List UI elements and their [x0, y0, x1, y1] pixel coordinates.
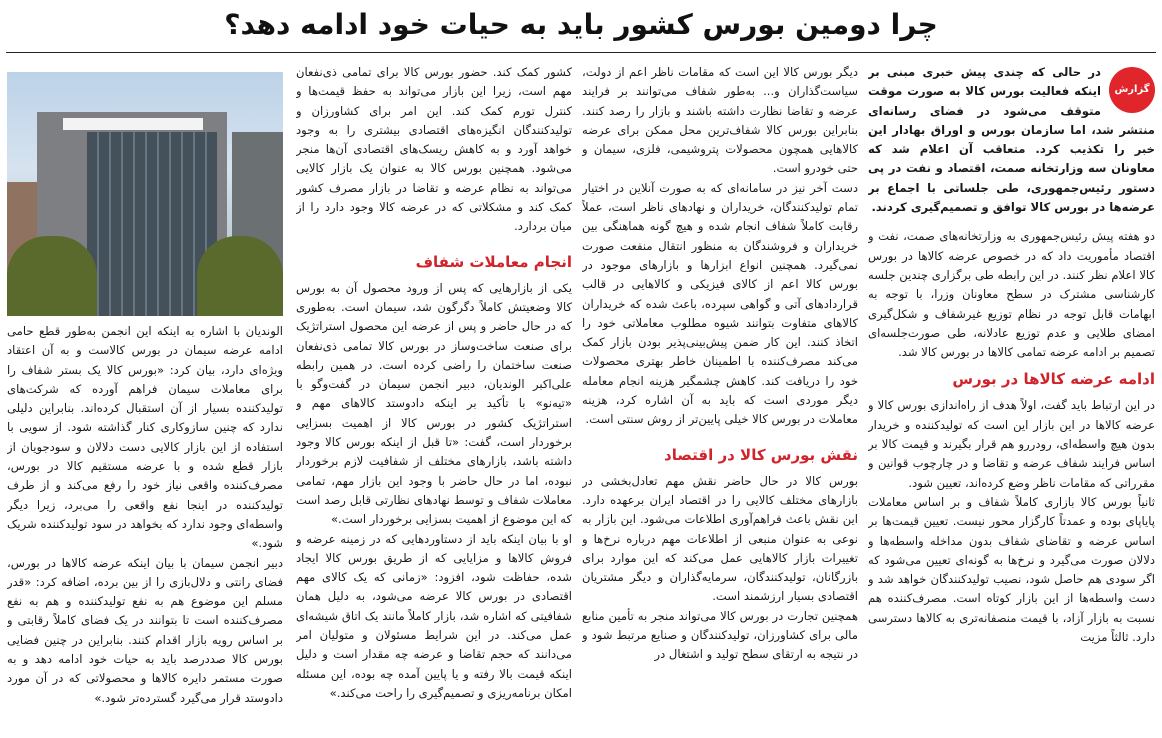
report-badge: گزارش	[1109, 67, 1155, 113]
paragraph: دیگر بورس کالا این است که مقامات ناظر اعم از دولت، سیاست‌گذاران و... به‌طور شفاف می‌توانند بر فرایند عرضه و تقاضا نظارت داشته باشند و بازار را رصد کنند. بنابراین بورس کالا شفاف‌ترین محل ممکن برای عرضه کالاهایی همچون محصولات پتروشیمی، فلزی، سیمان و حتی خودرو است.	[582, 65, 858, 176]
paragraph: کشور کمک کند. حضور بورس کالا برای تمامی ذی‌نفعان مهم است، زیرا این بازار می‌تواند به حفظ قیمت‌ها و کنترل تورم کمک کند. این امر برای کشاورزان و تولیدکنندگان انگیزه‌های اقتصادی بیشتری را به وجود خواهد آورد و به کاهش ریسک‌های اقتصادی آن‌ها منجر می‌شود. همچنین بورس کالا به عنوان یک بازار کالایی می‌تواند به نظام عرضه و تقاضا در بازار مصرف کشور کمک کند و مشکلاتی که در عرضه کالا وجود دارد را از میان بردارد.	[296, 65, 572, 234]
paragraph: بورس کالا در حال حاضر نقش مهم تعادل‌بخشی در بازارهای مختلف کالایی را در اقتصاد ایران برعهده دارد. این نقش باعث فراهم‌آوری اطلاعات می‌شود. این بازار به نوعی به عنوان منبعی از اطلاعات مهم درباره نرخ‌ها و تغییرات بازار کالاهایی عمل می‌کند که این موارد برای بازرگانان، تولیدکنندگان، سرمایه‌گذاران و دیگر مشتریان اقتصادی بسیار ارزشمند است.	[582, 473, 858, 604]
column-2	[582, 63, 858, 735]
paragraph: دست آخر نیز در سامانه‌ای که به صورت آنلاین در اختیار تمام تولیدکنندگان، خریداران و نهادهای ناظر است، عملاً رقابت کاملاً شفاف انجام شده و هیچ گونه هماهنگی بین خریداران و فروشندگان به منظور انتقال منفعت صورت نمی‌گیرد. همچنین انواع ابزارها و بازارهای موجود در بورس کالا اعم از کالای فیزیکی و کالاهایی در قالب قراردادهای آتی و گواهی سپرده، باعث شده که خریداران کالاهای متفاوت بتوانند شیوه مطلوب معاملاتی خود را اتخاذ کنند. این کار ضمن پیش‌بینی‌پذیر بودن بازار کمک می‌کند مصرف‌کننده با اطمینان خاطر بهتری محصولات خود را دریافت کند. کاهش چشمگیر هزینه انجام معامله دیگر موردی است که باید به آن اشاره کرد، هزینه معاملات در بورس کالا خیلی پایین‌تر از روش سنتی است.	[582, 180, 858, 427]
title-rule	[6, 52, 1156, 53]
subheading-continue-supply: ادامه عرضه کالاها در بورس	[952, 370, 1155, 389]
lead-paragraph: در حالی که چندی پیش خبری مبنی بر اینکه فعالیت بورس کالا به صورت موقت متوقف می‌شود در فضای رسانه‌ای منتشر شد، اما سازمان بورس و اوراق بهادار این خبر را تکذیب کرد. متعاقب آن اعلام شد که معاونان سه وزارتخانه صمت، اقتصاد و نفت در پی دستور رئیس‌جمهوری، طی جلساتی با اجماع بر عرضه‌ها در بورس کالا توافق و تصمیم‌گیری کردند.	[868, 65, 1155, 215]
paragraph: الوندیان با اشاره به اینکه این انجمن به‌طور قطع حامی ادامه عرضه سیمان در بورس کالاست و به آن اعتقاد ویژه‌ای دارد، بیان کرد: «بورس کالا یک بستر شفاف را برای معاملات سیمان فراهم آورده که شرکت‌های تولیدکننده بسیار از آن استقبال کرده‌اند. بنابراین دلیلی ندارد که چنین سازوکاری کنار گذاشته شود. از سویی با استفاده از این بازار کالایی دست دلالان و سودجویان از بازار قطع شده و با عرضه مستقیم کالا در بورس، مصرف‌کننده واقعی نیاز خود را رفع می‌کند و از طرف تولیدکننده در اینجا نفع واقعی را می‌برد، زیرا دیگر واسطه‌ای وجود ندارد که بخواهد در سود تولیدکننده شریک شود.»	[7, 324, 283, 551]
column-1	[868, 63, 1155, 735]
building-sign	[63, 118, 203, 130]
tree	[197, 236, 283, 316]
building-photo	[7, 72, 283, 316]
paragraph: ثانیاً بورس کالا بازاری کاملاً شفاف و بر اساس معاملات پایاپای بوده و عمدتاً کارگزار محور نیست. تعیین قیمت‌ها بر اساس عرضه و تقاضای شفاف بدون مداخله واسطه‌ها و دلالان صورت می‌گیرد و نرخ‌ها به گونه‌ای تعیین می‌شود که اگر سودی هم حاصل شود، نصیب تولیدکنندگان خواهد شد و دست واسطه‌ها از این بازار کوتاه است. مصرف‌کننده هم نسبت به بازار آزاد، با قیمت منصفانه‌تری به کالاها دسترسی دارد. ثالثاً مزیت	[868, 494, 1155, 645]
column-3	[296, 63, 572, 735]
headline: چرا دومین بورس کشور باید به حیات خود ادامه دهد؟	[224, 8, 938, 41]
paragraph: یکی از بازارهایی که پس از ورود محصول آن به بورس کالا وضعیتش کاملاً دگرگون شد، سیمان است. به‌طوری که در حال حاضر و پس از عرضه این محصول استراتژیک برای صنعت ساخت‌وساز در بورس کالا تمامی ذی‌نفعان صنعت ساختمان را راضی کرده است. در همین رابطه علی‌اکبر الوندیان، دبیر انجمن سیمان در گفت‌وگو با «تیه‌نو» با تأکید بر اینکه دادوستد کالاهای مهم و استراتژیک کشور در بورس کالا از اهمیت بسزایی برخوردار است، گفت: «تا قبل از اینکه بورس کالا وجود داشته باشد، بازارهای مختلف از شفافیت لازم برخوردار نبوده، اما در حال حاضر با وجود این بازار مهم، تمامی معاملات شفاف و توسط نهادهای نظارتی قابل رصد است که این موضوع از اهمیت بسزایی برخوردار است.»	[296, 280, 572, 527]
subheading-transparent-trading: انجام معاملات شفاف	[415, 252, 572, 271]
paragraph: دبیر انجمن سیمان با بیان اینکه عرضه کالاها در بورس، فضای رانتی و دلال‌بازی را از بین برده، اضافه کرد: «قدر مسلم این موضوع هم به نفع تولیدکننده و هم به نفع مصرف‌کننده است تا بتوانند در یک فضای کاملاً رقابتی و بر اساس رویه بازار اقدام کنند. بنابراین در چنین فضایی بورس کالا صددرصد باید به حیات خود ادامه دهد و به صورت مستمر دایره کالاها و محصولاتی که در آن مورد دادوستد قرار می‌گیرد گسترده‌تر شود.»	[7, 555, 283, 705]
paragraph: دو هفته پیش رئیس‌جمهوری به وزارتخانه‌های صمت، نفت و اقتصاد مأموریت داد که در خصوص عرضه کالاها در بورس کالا اعلام نظر کنند. در این رابطه طی برگزاری چندین جلسه کارشناسی مشترک در سطح معاونان وزرا، با توجه به ابهامات قابل توجه در نظام توزیع غیرشفاف و شکل‌گیری امضای طلایی و عدم توزیع عادلانه، طی صورت‌جلسه‌ای تصمیم بر ادامه عرضه تمامی کالاها در بورس کالا شد.	[868, 229, 1155, 360]
paragraph: او با بیان اینکه باید از دستاوردهایی که در زمینه عرضه و فروش کالاها و مزایایی که از طریق بورس کالا ایجاد شده، حفاظت شود، افزود: «زمانی که یک کالای مهم اقتصادی در بورس کالا عرضه می‌شود، به دلیل همان شفافیتی که اشاره شد، بازار کاملاً مانند یک اتاق شیشه‌ای عمل می‌کند. در این شرایط مسئولان و متولیان امر می‌دانند که حجم تقاضا و عرضه چه مقدار است و دلیل اینکه قیمت بالا رفته و یا پایین آمده چه بوده، این مسئله امکان برنامه‌ریزی و تصمیم‌گیری را راحت می‌کند.»	[296, 531, 572, 700]
subheading-role-in-economy: نقش بورس کالا در اقتصاد	[664, 445, 858, 464]
paragraph: همچنین تجارت در بورس کالا می‌تواند منجر به تأمین منابع مالی برای کشاورزان، تولیدکنندگان و صنایع مرتبط شود و در نتیجه به ارتقای سطح تولید و اشتغال در	[582, 608, 858, 662]
paragraph: در این ارتباط باید گفت، اولاً هدف از راه‌اندازی بورس کالا و عرضه کالاها در این بازار این است که تولیدکننده و خریدار بدون هیچ واسطه‌ای، رودررو هم قرار بگیرند و قیمت کالا بر اساس فرایند شفاف عرضه و تقاضا و در چارچوب قوانین و مقرراتی که مقامات ناظر وضع کرده‌اند، تعیین شود.	[868, 398, 1155, 490]
tree	[7, 236, 97, 316]
column-4	[7, 72, 283, 734]
